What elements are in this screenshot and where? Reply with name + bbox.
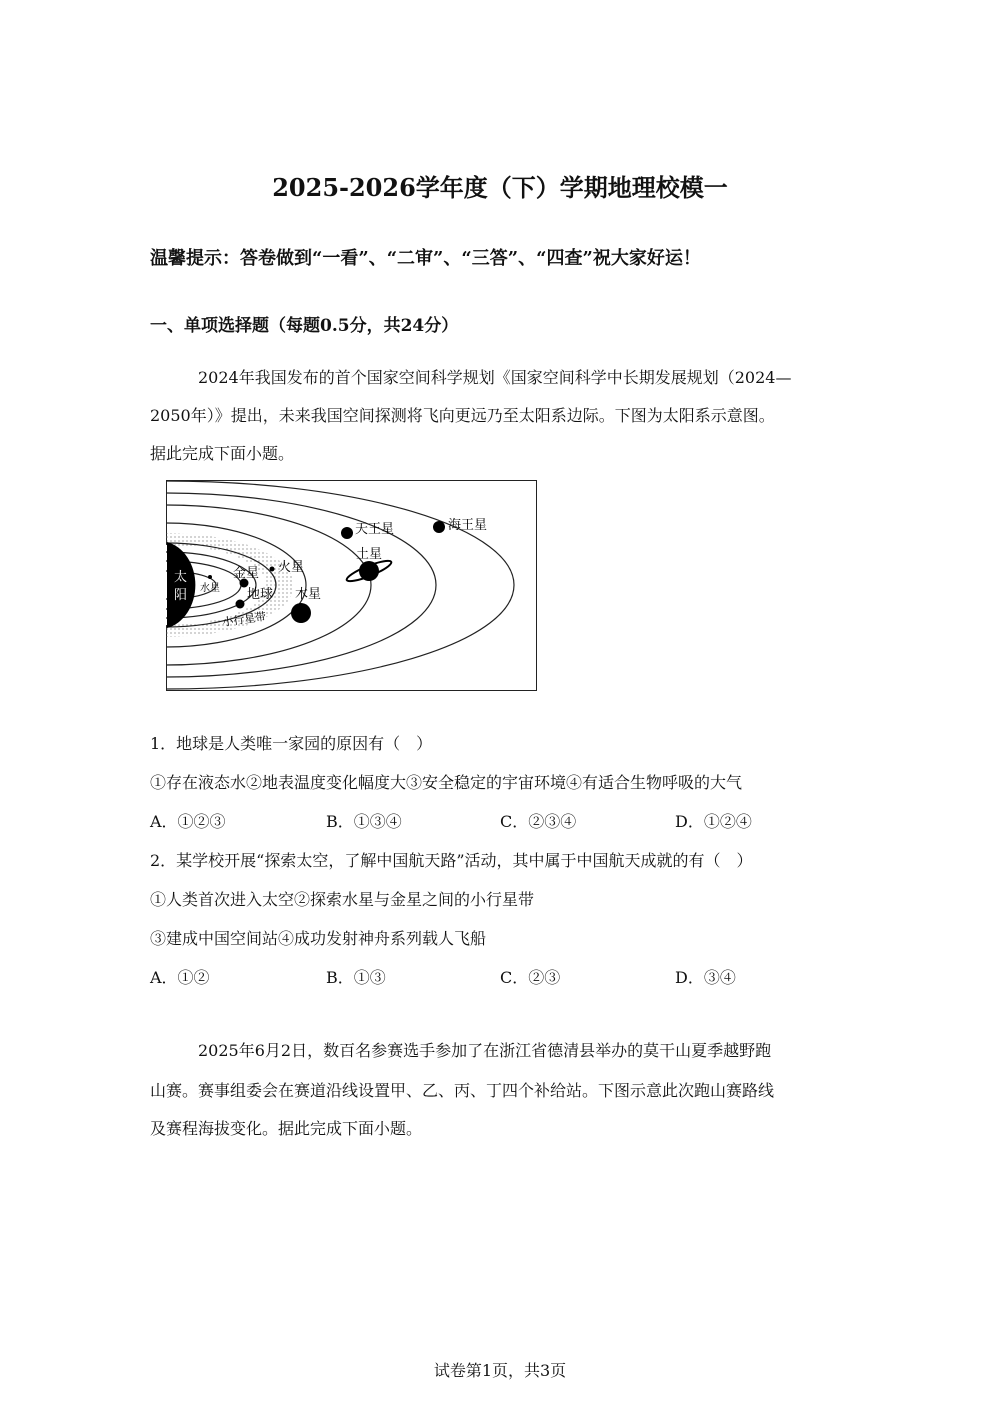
saturn-dot [359, 561, 379, 581]
question-2-option-d[interactable]: D．③④ [675, 968, 736, 987]
section-heading: 一、单项选择题（每题0.5分，共24分） [150, 316, 459, 336]
question-1-option-b[interactable]: B．①③④ [326, 812, 402, 831]
page-title: 2025-2026学年度（下）学期地理校模一 [272, 173, 728, 202]
question-2-option-b[interactable]: B．①③ [326, 968, 386, 987]
earth-label: 地球 [247, 587, 274, 602]
question-2-statements-1: ①人类首次进入太空②探索水星与金星之间的小行星带 [150, 890, 535, 909]
uranus-dot [341, 527, 353, 539]
passage1-line2: 2050年）》提出，未来我国空间探测将飞向更远乃至太阳系边际。下图为太阳系示意图。 [150, 406, 775, 425]
neptune-label: 海王星 [448, 518, 488, 533]
earth-dot [236, 600, 245, 609]
passage2-line2: 山赛。赛事组委会在赛道沿线设置甲、乙、丙、丁四个补给站。下图示意此次跑山赛路线 [150, 1081, 775, 1100]
sun-label-1: 太 [174, 570, 188, 585]
question-2-option-a[interactable]: A．①② [150, 968, 210, 987]
jupiter-label: 木星 [295, 587, 322, 602]
page-footer: 试卷第1页，共3页 [433, 1361, 567, 1380]
exam-tip: 温馨提示：答卷做到“一看”、“二审”、“三答”、“四查”祝大家好运！ [150, 248, 701, 269]
passage1-line3: 据此完成下面小题。 [150, 444, 295, 463]
question-1-statements: ①存在液态水②地表温度变化幅度大③安全稳定的宇宙环境④有适合生物呼吸的大气 [150, 773, 743, 792]
mars-label: 火星 [278, 560, 305, 575]
question-1-option-d[interactable]: D．①②④ [675, 812, 752, 831]
mercury-label: 水星 [200, 583, 220, 594]
question-1-stem: 1．地球是人类唯一家园的原因有（ ） [150, 734, 433, 753]
venus-label: 金星 [233, 566, 260, 581]
mercury-dot [208, 575, 212, 579]
saturn-label: 土星 [356, 547, 383, 562]
passage1-line1: 2024年我国发布的首个国家空间科学规划《国家空间科学中长期发展规划（2024— [198, 368, 792, 387]
question-2-statements-2: ③建成中国空间站④成功发射神舟系列载人飞船 [150, 929, 487, 948]
question-1-option-a[interactable]: A．①②③ [150, 812, 226, 831]
sun-label-2: 阳 [174, 588, 188, 603]
question-2-stem: 2．某学校开展“探索太空，了解中国航天路”活动，其中属于中国航天成就的有（ ） [150, 851, 753, 870]
mars-dot [270, 567, 275, 572]
neptune-dot [433, 521, 445, 533]
jupiter-dot [291, 603, 311, 623]
question-1-option-c[interactable]: C．②③④ [500, 812, 577, 831]
solar-system-diagram [166, 480, 537, 691]
passage2-line3: 及赛程海拔变化。据此完成下面小题。 [150, 1119, 423, 1138]
asteroid-belt-label: 小行星带 [221, 609, 267, 629]
uranus-label: 天王星 [355, 522, 395, 537]
passage2-line1: 2025年6月2日，数百名参赛选手参加了在浙江省德清县举办的莫干山夏季越野跑 [198, 1041, 772, 1060]
question-2-option-c[interactable]: C．②③ [500, 968, 561, 987]
